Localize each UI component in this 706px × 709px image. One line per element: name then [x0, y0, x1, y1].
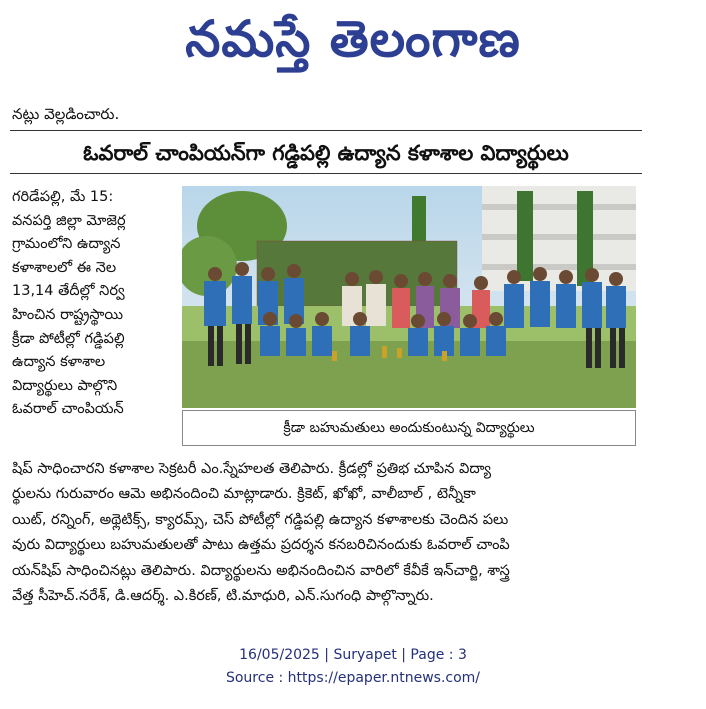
column-line: ఉద్యాన కళాశాల: [12, 354, 106, 371]
body-line: షిప్ సాధించారని కళాశాల సెక్రటరీ ఎం.స్నేహలత తెలిపారు. క్రీడల్లో ప్రతిభ చూపిన విద్యా: [12, 461, 492, 477]
article-column-text: [12, 186, 180, 422]
column-line: కళాశాలలో ఈ నెల: [12, 259, 117, 276]
article-body-text: [12, 457, 642, 609]
photo-caption: క్రీడా బహుమతులు అందుకుంటున్న విద్యార్థులు: [182, 410, 636, 446]
body-line: వురు విద్యార్థులు బహుమతులతో పాటు ఉత్తమ ప్రదర్శన కనబరిచినందుకు ఓవరాల్ చాంపి: [12, 537, 510, 554]
group-photo: [182, 186, 636, 408]
divider-top: [10, 130, 642, 131]
column-line: 13,14 తేదీల్లో నిర్వ: [12, 283, 125, 300]
column-line: గ్రామంలోని ఉద్యాన: [12, 236, 121, 253]
body-line: వేత్త సీహెచ్.నరేశ్, డి.ఆదర్శ్. ఎ.కిరణ్, టి.మాధురి, ఎన్.సుగంధి పాల్గొన్నారు.: [12, 588, 434, 605]
body-line: ర్థులను గురువారం ఆమె అభినందించి మాట్లాడారు. క్రికెట్, ఖోఖో, వాలీబాల్ , టెన్నీకా: [12, 486, 476, 503]
column-line: హించిన రాష్ట్రస్థాయి: [12, 306, 124, 323]
body-line: యన్‌షిప్ సాధించినట్లు తెలిపారు. విద్యార్థులను అభినందించిన వారిలో కేవీకే ఇన్‌చార్జి, శాస్త్ర: [12, 562, 510, 579]
column-line: గరిడేపల్లి, మే 15:: [12, 189, 114, 205]
article-headline: ఓవరాల్ చాంపియన్‌గా గడ్డిపల్లి ఉద్యాన కళాశాల విద్యార్థులు: [83, 141, 569, 165]
masthead-logo: నమస్తే తెలంగాణ: [185, 10, 521, 68]
group-photo-illustration: [182, 186, 636, 408]
previous-article-line: నట్లు వెల్లడించారు.: [12, 105, 120, 123]
column-line: క్రీడా పోటీల్లో గడ్డిపల్లి: [12, 330, 125, 347]
body-line: యిట్, రన్నింగ్, అథ్లెటిక్స్, క్యారమ్స్, చెస్ పోటీల్లో గడ్డిపల్లి ఉద్యాన కళాశాలకు చెందిన పలు: [12, 511, 509, 528]
footer-date-edition: 16/05/2025 | Suryapet | Page : 3: [239, 647, 467, 663]
column-line: వనపర్తి జిల్లా మోజెర్ల: [12, 212, 126, 229]
column-line: విద్యార్థులు పాల్గొని: [12, 377, 118, 394]
column-line: ఓవరాల్ చాంపియన్: [12, 401, 124, 418]
divider-headline-bottom: [10, 173, 642, 174]
footer-source: Source : https://epaper.ntnews.com/: [225, 670, 481, 686]
